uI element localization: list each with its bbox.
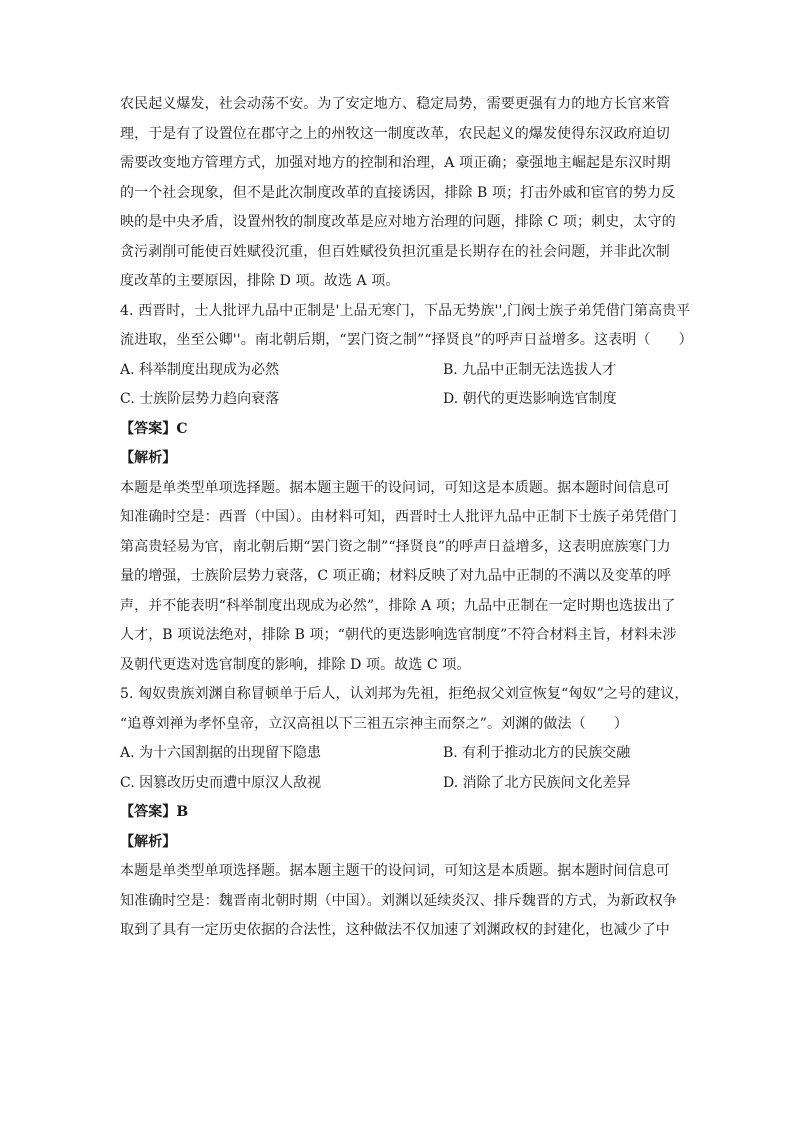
text-line: 需要改变地方管理方式，加强对地方的控制和治理，A 项正确；豪强地主崛起是东汉时期 — [120, 155, 671, 171]
analysis-line: 知准确时空是：魏晋南北朝时期（中国）。刘渊以延续炎汉、排斥魏晋的方式，为新政权争 — [120, 892, 677, 909]
analysis-line: 取到了具有一定历史依据的合法性，这种做法不仅加速了刘渊政权的封建化，也减少了中 — [120, 922, 670, 938]
text-line: 度改革的主要原因，排除 D 项。故选 A 项。 — [120, 273, 400, 289]
answer-label: 【答案】B — [120, 804, 189, 820]
question-stem-line: “追尊刘禅为孝怀皇帝，立汉高祖以下三祖五宗神主而祭之”。刘渊的做法（ ） — [120, 715, 629, 732]
text-line: 的一个社会现象，但不是此次制度改革的直接诱因，排除 B 项；打击外戚和宦官的势力反 — [120, 184, 676, 201]
option-d: D. 朝代的更迭影响选官制度 — [443, 391, 617, 407]
question-5 — [120, 680, 689, 946]
text-line: 贪污剥削可能使百姓赋役沉重，但百姓赋役负担沉重是长期存在的社会问题，并非此次制 — [120, 243, 670, 260]
analysis-line: 及朝代更迭对选官制度的影响，排除 D 项。故选 C 项。 — [120, 656, 471, 673]
question-stem-line: 5. 匈奴贵族刘渊自称冒顿单于后人，认刘邦为先祖，拒绝叔父刘宣恢复“匈奴”之号的建议， — [120, 686, 689, 702]
answer-label: 【答案】C — [120, 420, 188, 437]
option-b: B. 有利于推动北方的民族交融 — [443, 745, 631, 761]
analysis-line: 声，并不能表明“科举制度出现成为必然”，排除 A 项；九品中正制在一定时期也选拔出了 — [120, 597, 676, 614]
options-row — [120, 769, 680, 799]
analysis-label: 【解析】 — [120, 450, 177, 466]
options-row — [120, 739, 680, 769]
analysis-line: 本题是单类型单项选择题。据本题主题干的设问词，可知这是本质题。据本题时间信息可 — [120, 863, 670, 879]
analysis-line: 第高贵轻易为官，南北朝后期“罢门资之制”“择贤良”的呼声日益增多，这表明庶族寒门力 — [120, 538, 671, 555]
option-d: D. 消除了北方民族间文化差异 — [443, 774, 631, 791]
analysis-line: 本题是单类型单项选择题。据本题主题干的设问词，可知这是本质题。据本题时间信息可 — [120, 479, 670, 496]
question-4 — [120, 297, 693, 681]
option-a: A. 科举制度出现成为必然 — [120, 361, 280, 378]
question-stem-line: 4. 西晋时，士人批评九品中正制是'上品无寒门，下品无势族'',门阀士族子弟凭借门第高贵平 — [120, 302, 691, 319]
analysis-line: 知准确时空是：西晋（中国）。由材料可知，西晋时士人批评九品中正制下士族子弟凭借门 — [120, 509, 677, 525]
analysis-label: 【解析】 — [120, 833, 177, 850]
option-c: C. 士族阶层势力趋向衰落 — [120, 391, 280, 407]
option-c: C. 因篡改历史而遭中原汉人敌视 — [120, 774, 322, 791]
analysis-line: 人才，B 项说法绝对，排除 B 项；“朝代的更迭影响选官制度”不符合材料主旨，材料未涉 — [120, 627, 677, 643]
text-line: 农民起义爆发，社会动荡不安。为了安定地方、稳定局势，需要更强有力的地方长官来管 — [120, 96, 670, 112]
document-page — [120, 90, 693, 946]
question-stem-line: 流进取，坐至公卿''。南北朝后期，“罢门资之制”“择贤良”的呼声日益增多。这表明（ ） — [120, 332, 693, 348]
option-b: B. 九品中正制无法选拔人才 — [443, 361, 617, 378]
options-row — [120, 356, 680, 386]
analysis-line: 量的增强，士族阶层势力衰落，C 项正确；材料反映了对九品中正制的不满以及变革的呼 — [120, 568, 672, 584]
text-line: 理，于是有了设置位在郡守之上的州牧这一制度改革，农民起义的爆发使得东汉政府迫切 — [120, 125, 670, 142]
text-line: 映的是中央矛盾，设置州牧的制度改革是应对地方治理的问题，排除 C 项；刺史，太守的 — [120, 214, 676, 230]
options-row — [120, 385, 680, 415]
previous-analysis-continuation — [120, 90, 680, 297]
option-a: A. 为十六国割据的出现留下隐患 — [120, 745, 322, 761]
